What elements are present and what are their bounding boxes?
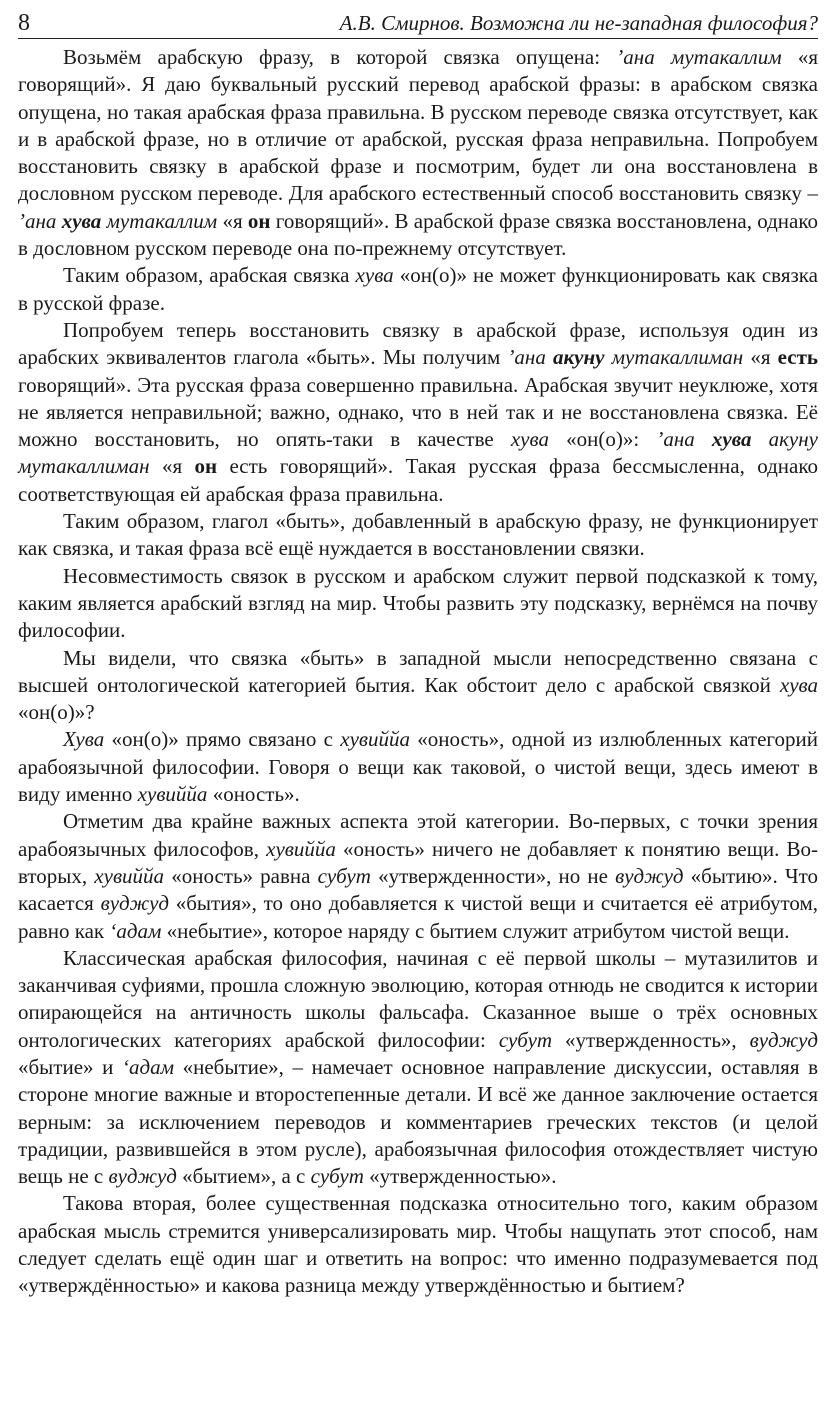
text-run: «бытие» и [18,1054,122,1079]
body-text [18,44,818,1300]
text-run: «утвержденность», [552,1027,750,1052]
term: хувиййа [340,727,411,752]
text-run: «я [743,345,778,370]
term: ‘адам [121,1054,174,1079]
text-run: «я [149,454,195,479]
paragraph [18,808,818,944]
text-run: есть говорящий». Такая русская фраза бессмысленна, однако соответствующая ей арабская фраза правильна. [18,454,818,506]
text-run: Такова вторая, более существенная подсказка относительно того, каким образом арабская мысль стремится универсализировать мир. Чтобы нащупать этот способ, нам следует сделать ещё один шаг и ответить на вопрос: что именно подразумевается под «утверждённостью» и какова разница между утверждённостью и бытием? [18,1191,818,1298]
text-run: «он(о)» не может функционировать как связка в русской фразе. [18,263,818,315]
paragraph [18,508,818,563]
term: хува [779,672,818,697]
paragraph [18,44,818,262]
term: вуджуд [615,863,684,888]
paragraph [18,1190,818,1299]
term: хува [510,427,549,452]
term: ’ана мутакаллим [616,45,782,69]
term: хува [711,427,752,452]
term: вуджуд [108,1164,177,1189]
term: субут [310,1164,364,1189]
text-run: «бытию». Что касается [18,863,818,916]
term: он [247,208,271,233]
page-header [18,8,818,39]
text-run: Классическая арабская философия, начиная с её первой школы – мутазилитов и заканчивая суфиями, прошла сложную эволюцию, которая отнюдь не сводится к истории опирающейся на античность школы фальсафа. Сказанное выше о трёх основных онтологических категориях арабской философии: [18,945,818,1052]
paragraph [18,945,818,1191]
text-run: Мы видели, что связка «быть» в западной мысли непосредственно связана с высшей онтологической категорией бытия. Как обстоит дело с арабской связкой [18,645,818,697]
term: вуджуд [749,1027,818,1052]
term: мутакаллиман [604,345,744,370]
text-run: «оность». [207,782,300,807]
term: акуну [553,345,605,370]
term: ‘адам [109,918,162,943]
text-run: «небытие», – намечает основное направление дискуссии, оставляя в стороне многие важные и второстепенные детали. И всё же данное заключение остается верным: за исключением переводов и комментариев греческих текстов (и целой традиции, развившейся в этом русле), арабоязычная философия отождествляет чистую вещь не с [18,1054,818,1189]
text-run: говорящий». Эта русская фраза совершенно правильна. Арабская звучит неуклюже, хотя не является неправильной; важно, однако, что в ней так и не восстановлена связка. Её можно восстановить, но опять-таки в качестве [18,372,818,452]
term: он [194,454,218,479]
term: субут [317,863,371,888]
term: есть [777,345,818,370]
text-run: «утвержденности», но не [370,863,616,888]
term: акуну мутакаллиман [18,427,818,479]
term: хувиййа [266,836,336,861]
text-run: «я говорящий». Я даю буквальный русский перевод арабской фразы: в арабском связка опущена, но такая арабская фраза правильна. В русском переводе связка отсутствует, как и в арабской фразе, но в отличие от арабской, русская фраза неправильна. Попробуем восстановить связку в арабской фразе и посмотрим, будет ли она восстановлена в дословном русском переводе. Для арабского естественный способ восстановить связку – [18,45,818,206]
paragraph [18,645,818,727]
term: ’ана [507,345,554,370]
text-run: Отметим два крайне важных аспекта этой категории. Во-первых, с точки зрения арабоязычных философов, [18,809,818,861]
text-run: говорящий». В арабской фразе связка восстановлена, однако в дословном русском переводе она по-прежнему отсутствует. [18,208,818,261]
paragraph [18,317,818,508]
text-run: «небытие», которое наряду с бытием служит атрибутом чистой вещи. [161,918,790,943]
text-run: «оность» ничего не добавляет к понятию вещи. Во-вторых, [18,836,819,888]
text-run: «он(о)»: [548,427,657,452]
term: ’ана [18,208,62,233]
paragraph [18,262,818,317]
text-run: Несовместимость связок в русском и арабском служит первой подсказкой к тому, каким является арабский взгляд на мир. Чтобы развить эту подсказку, вернёмся на почву философии. [18,563,818,643]
text-run: «утвержденностью». [363,1164,557,1189]
text-run: Попробуем теперь восстановить связку в арабской фразе, используя один из арабских эквивалентов глагола «быть». Мы получим [18,317,818,370]
text-run: «он(о)» прямо связано с [104,727,341,752]
running-title: А.В. Смирнов. Возможна ли не-западная философия? [339,11,818,35]
text-run: «бытия», то оно добавляется к чистой вещи и считается её атрибутом, равно как [18,891,818,943]
text-run: «оность», одной из излюбленных категорий арабоязычной философии. Говоря о вещи как таковой, о чистой вещи, здесь имеют в виду именно [18,727,818,807]
paragraph [18,726,818,808]
term: Хува [63,727,105,752]
page-number: 8 [18,10,30,36]
term: субут [498,1027,553,1052]
term: ’ана [656,427,712,452]
text-run: «я [217,208,248,233]
term: хувиййа [94,863,165,888]
text-run: Возьмём арабскую фразу, в которой связка опущена: [63,45,617,69]
term: хува [61,208,102,233]
paragraph [18,563,818,645]
text-run: Таким образом, глагол «быть», добавленный в арабскую фразу, не функционирует как связка, и такая фраза всё ещё нуждается в восстановлении связки. [18,509,818,561]
term: мутакаллим [101,208,218,233]
text-run: Таким образом, арабская связка [63,263,356,288]
text-run: «он(о)»? [18,700,95,725]
term: хувиййа [137,782,208,807]
text-run: «бытием», а с [176,1164,311,1189]
term: вуджуд [100,891,169,916]
text-run: «оность» равна [164,863,318,888]
term: хува [355,263,394,288]
